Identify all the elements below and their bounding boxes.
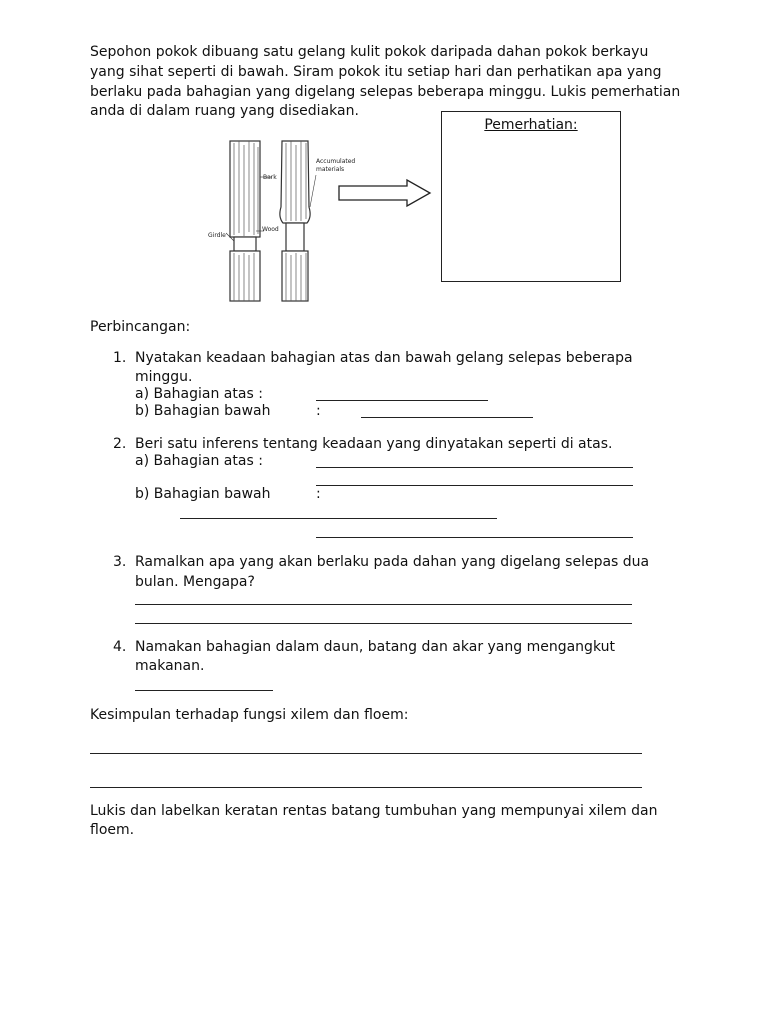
intro-line: berlaku pada bahagian yang digelang selepas beberapa minggu. Lukis pemerhatian [90, 84, 681, 100]
question-text: Nyatakan keadaan bahagian atas dan bawah gelang selepas beberapa [135, 350, 633, 366]
right-arrow-icon [337, 178, 433, 208]
answer-line[interactable] [316, 537, 633, 538]
observation-box[interactable] [441, 111, 621, 282]
conclusion-heading: Kesimpulan terhadap fungsi xilem dan floem: [90, 707, 409, 723]
answer-line[interactable] [90, 787, 642, 788]
intro-line: yang sihat seperti di bawah. Siram pokok itu setiap hari dan perhatikan apa yang [90, 64, 662, 80]
bark-label: Bark [263, 174, 277, 181]
option-b-label: b) Bahagian bawah [135, 403, 271, 419]
answer-line[interactable] [361, 417, 533, 418]
option-a-label: a) Bahagian atas : [135, 453, 263, 469]
drawing-task-text: Lukis dan labelkan keratan rentas batang tumbuhan yang mempunyai xilem dan [90, 803, 658, 819]
answer-line[interactable] [180, 518, 497, 519]
wood-label: Wood [262, 226, 279, 233]
answer-line[interactable] [316, 485, 633, 486]
accumulated-label: Accumulated [316, 158, 356, 165]
option-b-label: b) Bahagian bawah [135, 486, 271, 502]
answer-line[interactable] [135, 604, 632, 605]
girdle-label: Girdle [208, 232, 226, 239]
answer-line[interactable] [316, 467, 633, 468]
discussion-heading: Perbincangan: [90, 319, 191, 335]
answer-line[interactable] [316, 400, 488, 401]
answer-line[interactable] [90, 753, 642, 754]
materials-label: materials [316, 166, 345, 173]
question-text: makanan. [135, 658, 205, 674]
question-number: 4. [113, 639, 127, 655]
question-text: Namakan bahagian dalam daun, batang dan akar yang mengangkut [135, 639, 615, 655]
question-text: bulan. Mengapa? [135, 574, 255, 590]
question-number: 1. [113, 350, 127, 366]
question-number: 3. [113, 554, 127, 570]
drawing-task-text: floem. [90, 822, 135, 838]
answer-line[interactable] [135, 690, 273, 691]
question-text: minggu. [135, 369, 193, 385]
question-text: Beri satu inferens tentang keadaan yang dinyatakan seperti di atas. [135, 436, 613, 452]
option-a-label: a) Bahagian atas : [135, 386, 263, 402]
question-text: Ramalkan apa yang akan berlaku pada dahan yang digelang selepas dua [135, 554, 650, 570]
option-b-colon: : [316, 403, 321, 419]
intro-line: Sepohon pokok dibuang satu gelang kulit pokok daripada dahan pokok berkayu [90, 44, 649, 60]
girdled-stem-figure [206, 137, 356, 303]
question-number: 2. [113, 436, 127, 452]
intro-line: anda di dalam ruang yang disediakan. [90, 103, 359, 119]
answer-line[interactable] [135, 623, 632, 624]
observation-title: Pemerhatian: [484, 117, 578, 133]
option-b-colon: : [316, 486, 321, 502]
